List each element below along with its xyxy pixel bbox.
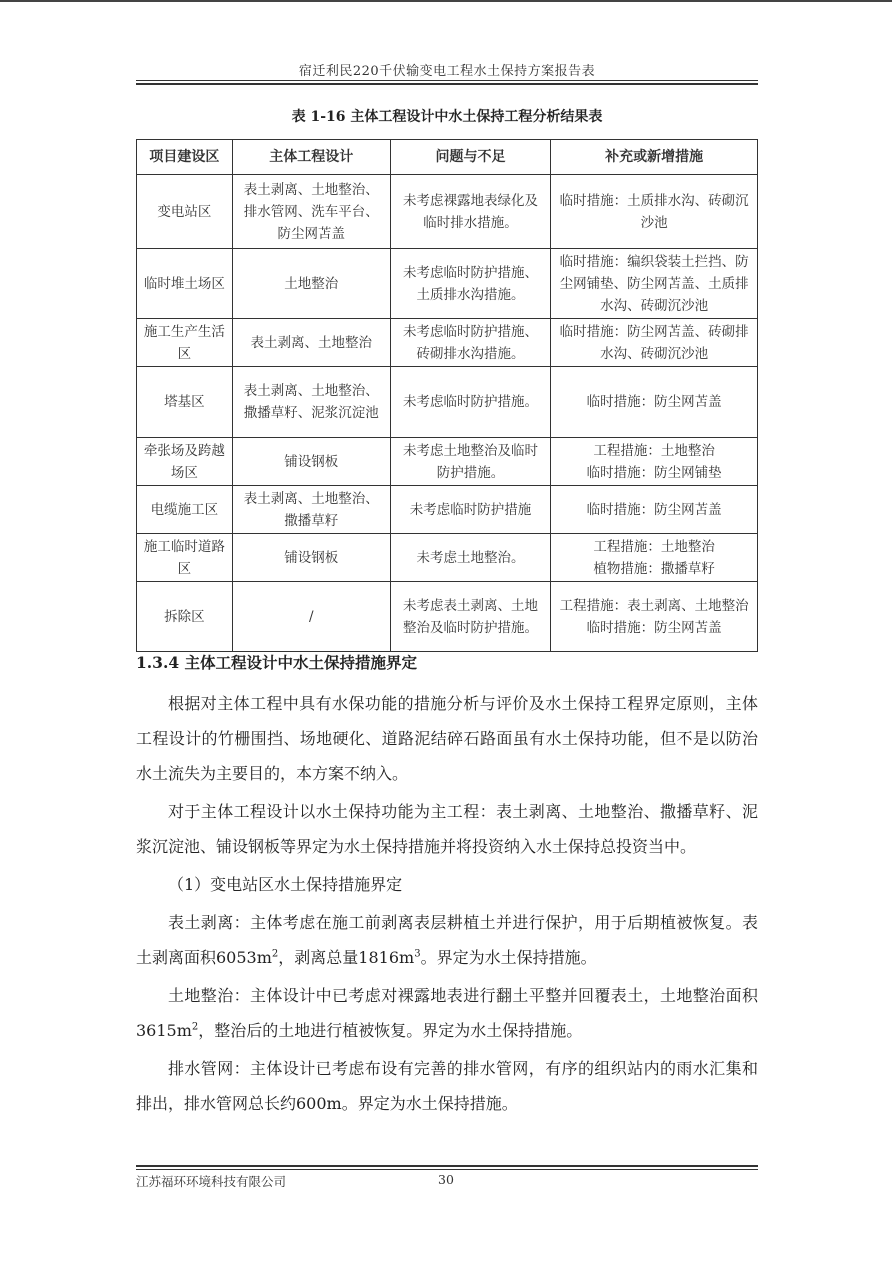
- design-cell: 表土剥离、土地整治、排水管网、洗车平台、防尘网苫盖: [232, 175, 390, 249]
- issue-cell: 未考虑临时防护措施。: [390, 367, 551, 438]
- issue-cell: 未考虑临时防护措施、土质排水沟措施。: [390, 249, 551, 319]
- table-row: [137, 319, 758, 367]
- design-cell: 表土剥离、土地整治、撒播草籽、泥浆沉淀池: [232, 367, 390, 438]
- section-heading: 1.3.4 主体工程设计中水土保持措施界定: [136, 653, 418, 672]
- paragraph: 土地整治：主体设计中已考虑对裸露地表进行翻土平整并回覆表土，土地整治面积$3615m^2$，整治后的土地进行植被恢复。界定为水土保持措施。: [136, 986, 758, 1040]
- footer-company: 江苏福环环境科技有限公司: [136, 1174, 287, 1189]
- area-cell: 施工临时道路区: [137, 534, 233, 582]
- measure-line: 临时措施：防尘网苫盖: [586, 394, 722, 410]
- area-cell: 塔基区: [137, 367, 233, 438]
- measure-line: 临时措施：防尘网苫盖: [586, 619, 722, 636]
- design-cell: 土地整治: [232, 249, 390, 319]
- measure-line: 临时措施：防尘网苫盖、砖砌排水沟、砖砌沉沙池: [559, 323, 749, 362]
- issue-cell: 未考虑土地整治。: [390, 534, 551, 582]
- issue-cell: 未考虑裸露地表绿化及临时排水措施。: [390, 175, 551, 249]
- measure-line: 工程措施：表土剥离、土地整治: [559, 597, 749, 614]
- body-text: [136, 686, 758, 1121]
- table-row: [137, 175, 758, 249]
- issue-cell: 未考虑临时防护措施、砖砌排水沟措施。: [390, 319, 551, 367]
- page-top-border: [0, 0, 892, 2]
- design-cell: /: [232, 582, 390, 652]
- table-caption: 表 1-16 主体工程设计中水土保持工程分析结果表: [291, 109, 603, 125]
- column-header: 项目建设区: [137, 140, 233, 175]
- table-header-row: [137, 140, 758, 175]
- table-row: [137, 486, 758, 534]
- measure-line: 植物措施：撒播草籽: [593, 560, 715, 577]
- measures-cell: [551, 175, 758, 249]
- design-cell: 表土剥离、土地整治: [232, 319, 390, 367]
- measures-cell: [551, 438, 758, 486]
- measure-line: 临时措施：防尘网铺垫: [586, 464, 722, 481]
- table-row: [137, 534, 758, 582]
- paragraph: 对于主体工程设计以水土保持功能为主工程：表土剥离、土地整治、撒播草籽、泥浆沉淀池、铺设钢板等界定为水土保持措施并将投资纳入水土保持总投资当中。: [136, 802, 758, 856]
- paragraph: 表土剥离：主体考虑在施工前剥离表层耕植土并进行保护，用于后期植被恢复。表土剥离面积$6053m^2$，剥离总量$1816m^3$。界定为水土保持措施。: [136, 913, 758, 967]
- measure-line: 工程措施：土地整治: [593, 442, 715, 459]
- header-rule: [136, 80, 758, 81]
- footer-rule-thick: [136, 1165, 758, 1167]
- table-row: [137, 582, 758, 652]
- table-row: [137, 249, 758, 319]
- page-number: 30: [438, 1172, 454, 1187]
- subsection-heading: （1）变电站区水土保持措施界定: [168, 875, 403, 894]
- header-rule-thick: [136, 83, 758, 85]
- measures-cell: [551, 582, 758, 652]
- issue-cell: 未考虑临时防护措施: [390, 486, 551, 534]
- issue-cell: 未考虑土地整治及临时防护措施。: [390, 438, 551, 486]
- measures-cell: [551, 534, 758, 582]
- area-cell: 变电站区: [137, 175, 233, 249]
- area-cell: 电缆施工区: [137, 486, 233, 534]
- area-cell: 拆除区: [137, 582, 233, 652]
- table-row: [137, 367, 758, 438]
- measure-line: 临时措施：土质排水沟、砖砌沉沙池: [559, 192, 749, 231]
- page-header: 宿迁利民220千伏输变电工程水土保持方案报告表: [298, 64, 596, 79]
- measure-line: 临时措施：编织袋装土拦挡、防尘网铺垫、防尘网苫盖、土质排水沟、砖砌沉沙池: [559, 253, 749, 314]
- paragraph: 根据对主体工程中具有水保功能的措施分析与评价及水土保持工程界定原则，主体工程设计的竹栅围挡、场地硬化、道路泥结碎石路面虽有水土保持功能，但不是以防治水土流失为主要目的，本方案不纳入。: [136, 694, 758, 783]
- column-header: 补充或新增措施: [551, 140, 758, 175]
- design-cell: 铺设钢板: [232, 438, 390, 486]
- measures-cell: [551, 319, 758, 367]
- column-header: 主体工程设计: [232, 140, 390, 175]
- measures-cell: [551, 249, 758, 319]
- design-cell: 铺设钢板: [232, 534, 390, 582]
- area-cell: 施工生产生活区: [137, 319, 233, 367]
- area-cell: 牵张场及跨越场区: [137, 438, 233, 486]
- measures-cell: [551, 367, 758, 438]
- design-cell: 表土剥离、土地整治、撒播草籽: [232, 486, 390, 534]
- issue-cell: 未考虑表土剥离、土地整治及临时防护措施。: [390, 582, 551, 652]
- table-row: [137, 438, 758, 486]
- measures-cell: [551, 486, 758, 534]
- paragraph: 排水管网：主体设计已考虑布设有完善的排水管网，有序的组织站内的雨水汇集和排出，排水管网总长约600m。界定为水土保持措施。: [136, 1059, 758, 1113]
- measure-line: 工程措施：土地整治: [593, 538, 715, 555]
- area-cell: 临时堆土场区: [137, 249, 233, 319]
- footer-rule: [136, 1169, 758, 1170]
- analysis-table: [136, 139, 758, 652]
- measure-line: 临时措施：防尘网苫盖: [586, 501, 722, 518]
- column-header: 问题与不足: [390, 140, 551, 175]
